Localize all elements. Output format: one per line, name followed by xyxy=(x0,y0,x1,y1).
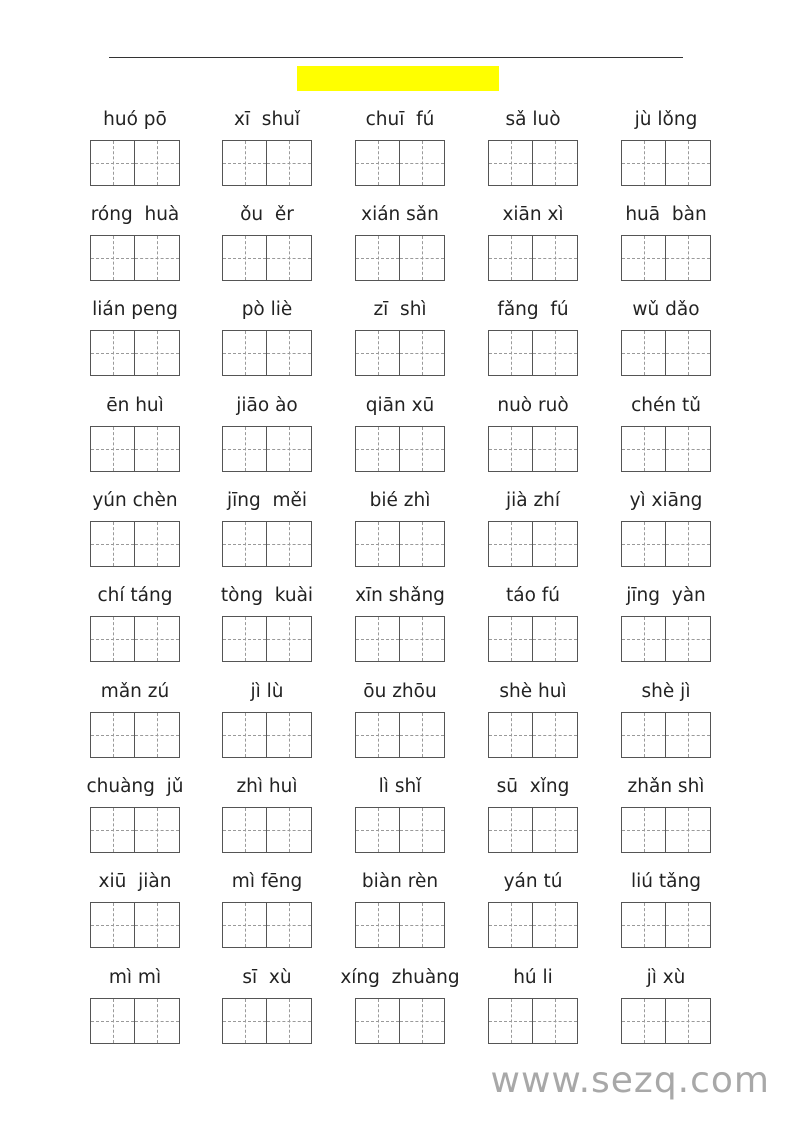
pinyin-label: shè huì xyxy=(499,681,567,702)
tianzige-box[interactable] xyxy=(90,902,135,948)
writing-boxes[interactable] xyxy=(355,616,445,662)
tianzige-box[interactable] xyxy=(621,235,666,281)
tianzige-box[interactable] xyxy=(267,235,312,281)
pinyin-label: lì shǐ xyxy=(378,776,422,797)
writing-boxes[interactable] xyxy=(355,140,445,186)
writing-boxes[interactable] xyxy=(621,330,711,376)
pinyin-label: fǎng fú xyxy=(497,299,569,320)
writing-boxes[interactable] xyxy=(90,807,180,853)
tianzige-box[interactable] xyxy=(267,426,312,472)
tianzige-box[interactable] xyxy=(533,521,578,567)
writing-boxes[interactable] xyxy=(222,521,312,567)
tianzige-box[interactable] xyxy=(135,330,180,376)
tianzige-box[interactable] xyxy=(400,521,445,567)
pinyin-label: qiān xū xyxy=(365,395,435,416)
tianzige-box[interactable] xyxy=(621,330,666,376)
tianzige-box[interactable] xyxy=(135,807,180,853)
tianzige-box[interactable] xyxy=(621,807,666,853)
tianzige-box[interactable] xyxy=(488,521,533,567)
writing-boxes[interactable] xyxy=(355,902,445,948)
writing-boxes[interactable] xyxy=(90,902,180,948)
tianzige-box[interactable] xyxy=(267,521,312,567)
pinyin-label: zī shì xyxy=(373,299,427,320)
tianzige-box[interactable] xyxy=(666,330,711,376)
writing-boxes[interactable] xyxy=(621,807,711,853)
writing-boxes[interactable] xyxy=(222,426,312,472)
pinyin-label: chuī fú xyxy=(365,109,435,130)
tianzige-box[interactable] xyxy=(90,330,135,376)
tianzige-box[interactable] xyxy=(90,712,135,758)
writing-boxes[interactable] xyxy=(355,426,445,472)
writing-boxes[interactable] xyxy=(90,140,180,186)
pinyin-label: ōu zhōu xyxy=(363,681,437,702)
tianzige-box[interactable] xyxy=(533,807,578,853)
pinyin-label: mì mì xyxy=(108,967,162,988)
tianzige-box[interactable] xyxy=(400,998,445,1044)
tianzige-box[interactable] xyxy=(267,998,312,1044)
writing-boxes[interactable] xyxy=(90,712,180,758)
pinyin-label: jīng yàn xyxy=(626,585,706,606)
tianzige-box[interactable] xyxy=(90,521,135,567)
tianzige-box[interactable] xyxy=(533,235,578,281)
tianzige-box[interactable] xyxy=(355,807,400,853)
pinyin-label: xiān xì xyxy=(502,204,564,225)
tianzige-box[interactable] xyxy=(533,616,578,662)
tianzige-box[interactable] xyxy=(621,712,666,758)
writing-boxes[interactable] xyxy=(488,902,578,948)
writing-boxes[interactable] xyxy=(621,140,711,186)
tianzige-box[interactable] xyxy=(621,140,666,186)
tianzige-box[interactable] xyxy=(488,902,533,948)
writing-boxes[interactable] xyxy=(222,712,312,758)
tianzige-box[interactable] xyxy=(355,998,400,1044)
tianzige-box[interactable] xyxy=(135,712,180,758)
pinyin-label: xiū jiàn xyxy=(98,871,172,892)
tianzige-box[interactable] xyxy=(355,140,400,186)
writing-boxes[interactable] xyxy=(488,235,578,281)
tianzige-box[interactable] xyxy=(355,330,400,376)
tianzige-box[interactable] xyxy=(533,426,578,472)
writing-boxes[interactable] xyxy=(488,330,578,376)
writing-boxes[interactable] xyxy=(621,902,711,948)
writing-boxes[interactable] xyxy=(355,521,445,567)
tianzige-box[interactable] xyxy=(222,616,267,662)
tianzige-box[interactable] xyxy=(267,616,312,662)
writing-boxes[interactable] xyxy=(90,521,180,567)
pinyin-label: sū xǐng xyxy=(496,776,570,797)
watermark: www.sezq.com xyxy=(490,1060,770,1101)
tianzige-box[interactable] xyxy=(621,998,666,1044)
writing-boxes[interactable] xyxy=(90,235,180,281)
tianzige-box[interactable] xyxy=(90,616,135,662)
tianzige-box[interactable] xyxy=(666,807,711,853)
writing-boxes[interactable] xyxy=(222,235,312,281)
pinyin-label: ēn huì xyxy=(106,395,164,416)
tianzige-box[interactable] xyxy=(400,330,445,376)
tianzige-box[interactable] xyxy=(267,330,312,376)
pinyin-label: huā bàn xyxy=(625,204,707,225)
writing-boxes[interactable] xyxy=(90,330,180,376)
tianzige-box[interactable] xyxy=(621,426,666,472)
tianzige-box[interactable] xyxy=(488,140,533,186)
pinyin-label: lián peng xyxy=(92,299,178,320)
tianzige-box[interactable] xyxy=(400,140,445,186)
tianzige-box[interactable] xyxy=(267,902,312,948)
pinyin-label: sǎ luò xyxy=(505,109,561,130)
tianzige-box[interactable] xyxy=(400,616,445,662)
pinyin-label: yán tú xyxy=(503,871,563,892)
tianzige-box[interactable] xyxy=(90,998,135,1044)
pinyin-label: xián sǎn xyxy=(361,204,439,225)
pinyin-label: zhǎn shì xyxy=(627,776,705,797)
tianzige-box[interactable] xyxy=(90,426,135,472)
tianzige-box[interactable] xyxy=(666,902,711,948)
tianzige-box[interactable] xyxy=(222,902,267,948)
pinyin-label: yún chèn xyxy=(92,490,178,511)
writing-boxes[interactable] xyxy=(621,998,711,1044)
pinyin-label: zhì huì xyxy=(236,776,298,797)
writing-boxes[interactable] xyxy=(621,426,711,472)
pinyin-label: bié zhì xyxy=(369,490,431,511)
tianzige-box[interactable] xyxy=(267,140,312,186)
tianzige-box[interactable] xyxy=(222,235,267,281)
writing-boxes[interactable] xyxy=(222,902,312,948)
pinyin-label: hú li xyxy=(513,967,553,988)
tianzige-box[interactable] xyxy=(666,998,711,1044)
tianzige-box[interactable] xyxy=(222,330,267,376)
pinyin-label: chén tǔ xyxy=(631,395,701,416)
writing-boxes[interactable] xyxy=(222,330,312,376)
tianzige-box[interactable] xyxy=(135,902,180,948)
writing-boxes[interactable] xyxy=(488,712,578,758)
tianzige-box[interactable] xyxy=(533,902,578,948)
tianzige-box[interactable] xyxy=(488,330,533,376)
tianzige-box[interactable] xyxy=(222,998,267,1044)
writing-boxes[interactable] xyxy=(621,521,711,567)
pinyin-label: jì lù xyxy=(250,681,284,702)
tianzige-box[interactable] xyxy=(222,426,267,472)
pinyin-label: biàn rèn xyxy=(361,871,439,892)
tianzige-box[interactable] xyxy=(488,712,533,758)
tianzige-box[interactable] xyxy=(666,712,711,758)
pinyin-label: jì xù xyxy=(646,967,686,988)
tianzige-box[interactable] xyxy=(621,902,666,948)
writing-boxes[interactable] xyxy=(355,330,445,376)
tianzige-box[interactable] xyxy=(222,807,267,853)
tianzige-box[interactable] xyxy=(533,712,578,758)
writing-boxes[interactable] xyxy=(488,521,578,567)
tianzige-box[interactable] xyxy=(355,426,400,472)
tianzige-box[interactable] xyxy=(355,235,400,281)
tianzige-box[interactable] xyxy=(222,521,267,567)
writing-boxes[interactable] xyxy=(90,426,180,472)
tianzige-box[interactable] xyxy=(666,616,711,662)
pinyin-label: jiāo ào xyxy=(236,395,298,416)
tianzige-box[interactable] xyxy=(488,998,533,1044)
writing-boxes[interactable] xyxy=(488,140,578,186)
pinyin-label: liú tǎng xyxy=(631,871,701,892)
writing-boxes[interactable] xyxy=(222,140,312,186)
tianzige-box[interactable] xyxy=(355,712,400,758)
tianzige-box[interactable] xyxy=(135,998,180,1044)
pinyin-label: mì fēng xyxy=(231,871,303,892)
tianzige-box[interactable] xyxy=(400,712,445,758)
pinyin-label: pò liè xyxy=(241,299,293,320)
pinyin-label: yì xiāng xyxy=(629,490,703,511)
writing-boxes[interactable] xyxy=(90,616,180,662)
tianzige-box[interactable] xyxy=(533,998,578,1044)
tianzige-box[interactable] xyxy=(488,235,533,281)
pinyin-label: huó pō xyxy=(103,109,167,130)
tianzige-box[interactable] xyxy=(621,616,666,662)
pinyin-label: xíng zhuàng xyxy=(340,967,460,988)
tianzige-box[interactable] xyxy=(488,426,533,472)
tianzige-box[interactable] xyxy=(135,426,180,472)
tianzige-box[interactable] xyxy=(533,330,578,376)
writing-boxes[interactable] xyxy=(488,426,578,472)
tianzige-box[interactable] xyxy=(355,521,400,567)
tianzige-box[interactable] xyxy=(90,140,135,186)
tianzige-box[interactable] xyxy=(621,521,666,567)
pinyin-label: nuò ruò xyxy=(497,395,569,416)
tianzige-box[interactable] xyxy=(666,521,711,567)
writing-boxes[interactable] xyxy=(488,807,578,853)
writing-boxes[interactable] xyxy=(355,712,445,758)
writing-boxes[interactable] xyxy=(222,807,312,853)
writing-boxes[interactable] xyxy=(621,616,711,662)
writing-boxes[interactable] xyxy=(488,616,578,662)
pinyin-label: wǔ dǎo xyxy=(632,299,700,320)
tianzige-box[interactable] xyxy=(135,616,180,662)
pinyin-label: chí táng xyxy=(97,585,173,606)
pinyin-label: jià zhí xyxy=(505,490,561,511)
tianzige-box[interactable] xyxy=(400,902,445,948)
tianzige-box[interactable] xyxy=(135,140,180,186)
pinyin-label: xīn shǎng xyxy=(355,585,445,606)
writing-boxes[interactable] xyxy=(621,712,711,758)
writing-boxes[interactable] xyxy=(621,235,711,281)
writing-boxes[interactable] xyxy=(488,998,578,1044)
pinyin-label: jù lǒng xyxy=(634,109,698,130)
tianzige-box[interactable] xyxy=(400,426,445,472)
tianzige-box[interactable] xyxy=(267,807,312,853)
tianzige-box[interactable] xyxy=(222,140,267,186)
writing-boxes[interactable] xyxy=(222,998,312,1044)
pinyin-label: sī xù xyxy=(242,967,292,988)
writing-boxes[interactable] xyxy=(355,235,445,281)
tianzige-box[interactable] xyxy=(355,616,400,662)
tianzige-box[interactable] xyxy=(135,521,180,567)
writing-boxes[interactable] xyxy=(90,998,180,1044)
tianzige-box[interactable] xyxy=(222,712,267,758)
tianzige-box[interactable] xyxy=(666,140,711,186)
tianzige-box[interactable] xyxy=(666,426,711,472)
pinyin-label: róng huà xyxy=(90,204,180,225)
writing-boxes[interactable] xyxy=(222,616,312,662)
pinyin-label: táo fú xyxy=(505,585,561,606)
pinyin-label: ǒu ěr xyxy=(240,204,294,225)
writing-boxes[interactable] xyxy=(355,807,445,853)
tianzige-box[interactable] xyxy=(666,235,711,281)
tianzige-box[interactable] xyxy=(90,807,135,853)
writing-boxes[interactable] xyxy=(355,998,445,1044)
pinyin-label: tòng kuài xyxy=(220,585,314,606)
pinyin-label: chuàng jǔ xyxy=(86,776,184,797)
pinyin-label: jīng měi xyxy=(226,490,308,511)
tianzige-box[interactable] xyxy=(488,807,533,853)
tianzige-box[interactable] xyxy=(400,807,445,853)
pinyin-label: mǎn zú xyxy=(100,681,170,702)
pinyin-label: shè jì xyxy=(641,681,691,702)
tianzige-box[interactable] xyxy=(135,235,180,281)
pinyin-label: xī shuǐ xyxy=(233,109,301,130)
tianzige-box[interactable] xyxy=(400,235,445,281)
tianzige-box[interactable] xyxy=(355,902,400,948)
tianzige-box[interactable] xyxy=(90,235,135,281)
tianzige-box[interactable] xyxy=(488,616,533,662)
tianzige-box[interactable] xyxy=(533,140,578,186)
tianzige-box[interactable] xyxy=(267,712,312,758)
